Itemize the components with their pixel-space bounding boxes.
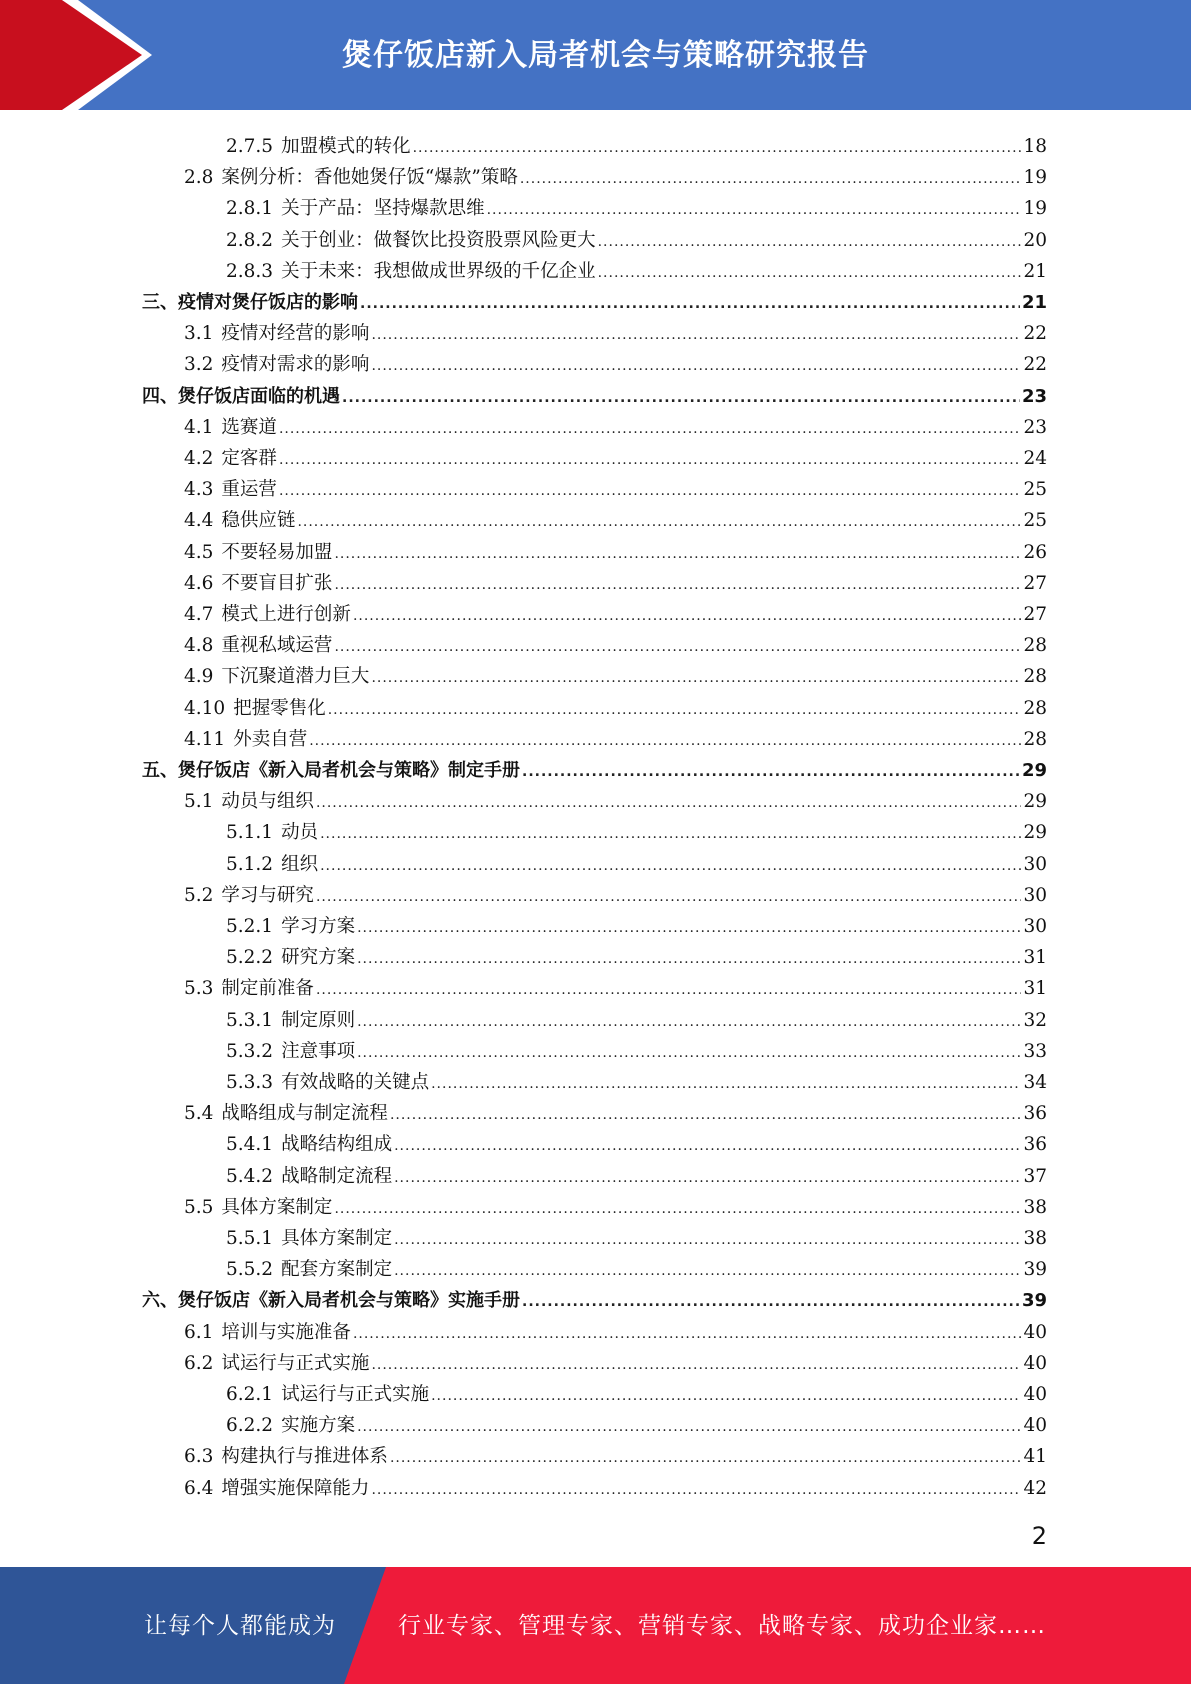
toc-entry-number: 4.1 <box>184 417 214 438</box>
toc-entry-text: 稳供应链 <box>221 510 296 531</box>
toc-dot-leader <box>357 1043 1021 1063</box>
toc-entry-page: 28 <box>1023 698 1047 719</box>
toc-entry-text: 煲仔饭店面临的机遇 <box>178 386 340 407</box>
toc-entry-label <box>184 1478 369 1500</box>
toc-entry-label <box>226 261 596 283</box>
toc-entry[interactable] <box>184 1188 1047 1219</box>
toc-entry-text: 战略制定流程 <box>281 1166 393 1187</box>
toc-entry-number: 5.3 <box>184 978 214 999</box>
toc-entry-text: 模式上进行创新 <box>221 604 351 625</box>
page-header <box>0 0 1191 110</box>
toc-dot-leader <box>279 481 1022 501</box>
toc-entry-number: 4.11 <box>184 729 226 750</box>
toc-entry-page: 30 <box>1023 854 1047 875</box>
toc-dot-leader <box>394 1168 1021 1188</box>
toc-dot-leader <box>371 668 1021 688</box>
toc-entry-text: 不要盲目扩张 <box>221 573 333 594</box>
toc-entry-page: 38 <box>1023 1228 1047 1249</box>
toc-entry-text: 把握零售化 <box>233 698 326 719</box>
toc-entry-label <box>184 323 369 345</box>
toc-dot-leader <box>353 1324 1022 1344</box>
toc-entry[interactable] <box>226 1406 1047 1437</box>
toc-entry-page: 31 <box>1023 978 1047 999</box>
toc-entry-number: 六、 <box>142 1290 178 1311</box>
toc-entry-label <box>184 698 326 720</box>
toc-entry[interactable] <box>226 907 1047 938</box>
toc-entry-label <box>184 573 332 595</box>
toc-entry-label <box>184 1103 388 1125</box>
toc-entry-number: 2.8 <box>184 167 214 188</box>
toc-entry[interactable] <box>184 720 1047 751</box>
toc-entry-text: 定客群 <box>221 448 277 469</box>
toc-entry-page: 42 <box>1023 1478 1047 1499</box>
toc-dot-leader <box>334 637 1021 657</box>
toc-entry[interactable] <box>226 127 1047 158</box>
toc-entry-label <box>142 386 340 408</box>
toc-entry-text: 构建执行与推进体系 <box>221 1446 388 1467</box>
page-footer <box>0 1567 1191 1684</box>
toc-entry-number: 6.2.2 <box>226 1415 274 1436</box>
toc-dot-leader <box>413 138 1022 158</box>
toc-entry[interactable] <box>184 314 1047 345</box>
toc-entry-label <box>226 1259 392 1281</box>
toc-entry-label <box>226 916 355 938</box>
toc-entry[interactable] <box>142 283 1047 314</box>
toc-entry[interactable] <box>184 969 1047 1000</box>
toc-dot-leader <box>394 1136 1021 1156</box>
toc-entry-text: 学习方案 <box>281 916 356 937</box>
toc-entry-text: 战略组成与制定流程 <box>221 1103 388 1124</box>
footer-slogan-left: 让每个人都能成为 <box>144 1613 336 1639</box>
toc-entry-label <box>142 292 358 314</box>
toc-dot-leader <box>431 1386 1021 1406</box>
toc-entry-number: 三、 <box>142 292 178 313</box>
toc-entry-number: 4.7 <box>184 604 214 625</box>
toc-entry-label <box>184 791 314 813</box>
toc-dot-leader <box>297 512 1021 532</box>
toc-entry-text: 战略结构组成 <box>281 1134 393 1155</box>
toc-entry-page: 33 <box>1023 1041 1047 1062</box>
toc-entry-label <box>226 1072 429 1094</box>
toc-dot-leader <box>394 1230 1021 1250</box>
toc-entry-label <box>226 822 318 844</box>
toc-entry[interactable] <box>184 533 1047 564</box>
toc-dot-leader <box>328 700 1022 720</box>
toc-entry-number: 5.4.1 <box>226 1134 274 1155</box>
toc-entry-label <box>184 604 351 626</box>
toc-entry[interactable] <box>226 1032 1047 1063</box>
toc-entry-label <box>184 1197 332 1219</box>
toc-entry[interactable] <box>184 1437 1047 1468</box>
toc-entry[interactable] <box>184 657 1047 688</box>
toc-entry-page: 30 <box>1023 916 1047 937</box>
toc-entry-label <box>184 666 369 688</box>
toc-entry-text: 加盟模式的转化 <box>281 136 411 157</box>
toc-entry-text: 具体方案制定 <box>221 1197 333 1218</box>
toc-entry-number: 4.9 <box>184 666 214 687</box>
toc-entry-number: 5.1.2 <box>226 854 274 875</box>
toc-dot-leader <box>357 918 1021 938</box>
toc-dot-leader <box>316 980 1022 1000</box>
toc-entry-number: 四、 <box>142 386 178 407</box>
toc-entry-number: 5.5.1 <box>226 1228 274 1249</box>
toc-entry-label <box>226 854 318 876</box>
toc-entry-number: 5.3.1 <box>226 1010 274 1031</box>
toc-entry-page: 29 <box>1021 760 1047 781</box>
toc-entry-page: 27 <box>1023 573 1047 594</box>
toc-entry-label <box>184 729 307 751</box>
toc-entry[interactable] <box>184 1469 1047 1500</box>
toc-entry-page: 39 <box>1021 1290 1047 1311</box>
toc-entry-label <box>184 885 314 907</box>
toc-entry-text: 关于创业：做餐饮比投资股票风险更大 <box>281 230 596 251</box>
toc-entry-number: 4.2 <box>184 448 214 469</box>
toc-entry-page: 27 <box>1023 604 1047 625</box>
toc-entry-number: 6.2.1 <box>226 1384 274 1405</box>
toc-dot-leader <box>334 544 1021 564</box>
toc-dot-leader <box>357 1012 1021 1032</box>
toc-entry-number: 2.8.1 <box>226 198 274 219</box>
toc-entry-page: 40 <box>1023 1384 1047 1405</box>
toc-entry-number: 5.1 <box>184 791 214 812</box>
toc-entry-text: 研究方案 <box>281 947 356 968</box>
toc-entry[interactable] <box>184 501 1047 532</box>
toc-dot-leader <box>371 1480 1021 1500</box>
toc-entry-number: 5.3.2 <box>226 1041 274 1062</box>
toc-entry[interactable] <box>184 470 1047 501</box>
footer-slogan-right: 行业专家、管理专家、营销专家、战略专家、成功企业家…… <box>398 1613 1046 1639</box>
toc-entry[interactable] <box>184 626 1047 657</box>
toc-entry-label <box>226 1384 429 1406</box>
toc-entry-text: 培训与实施准备 <box>221 1322 351 1343</box>
toc-dot-leader <box>309 731 1021 751</box>
toc-entry-page: 40 <box>1023 1415 1047 1436</box>
toc-entry-number: 2.8.3 <box>226 261 274 282</box>
toc-dot-leader <box>598 263 1022 283</box>
toc-dot-leader <box>316 793 1022 813</box>
toc-entry[interactable] <box>226 221 1047 252</box>
toc-entry-label <box>184 354 369 376</box>
toc-entry-label <box>226 1041 355 1063</box>
toc-dot-leader <box>520 169 1022 189</box>
toc-entry[interactable] <box>184 1344 1047 1375</box>
toc-entry-page: 38 <box>1023 1197 1047 1218</box>
toc-entry-text: 选赛道 <box>221 417 277 438</box>
toc-entry-text: 试运行与正式实施 <box>281 1384 430 1405</box>
toc-entry-page: 28 <box>1023 666 1047 687</box>
toc-entry-page: 41 <box>1023 1446 1047 1467</box>
toc-entry-label <box>226 1010 355 1032</box>
toc-entry-number: 5.2.1 <box>226 916 274 937</box>
toc-entry-number: 6.1 <box>184 1322 214 1343</box>
toc-entry-text: 有效战略的关键点 <box>281 1072 430 1093</box>
toc-entry-text: 制定原则 <box>281 1010 356 1031</box>
toc-entry-text: 注意事项 <box>281 1041 356 1062</box>
toc-entry-number: 5.4.2 <box>226 1166 274 1187</box>
toc-dot-leader <box>316 887 1022 907</box>
toc-entry-label <box>184 1446 388 1468</box>
toc-entry-number: 5.1.1 <box>226 822 274 843</box>
toc-dot-leader <box>320 856 1021 876</box>
toc-entry-page: 40 <box>1023 1353 1047 1374</box>
page-number: 2 <box>1031 1522 1047 1550</box>
toc-entry-text: 外卖自营 <box>233 729 308 750</box>
toc-entry-label <box>226 1228 392 1250</box>
toc-dot-leader <box>320 824 1021 844</box>
toc-entry[interactable] <box>226 813 1047 844</box>
toc-entry-label <box>226 230 596 252</box>
toc-entry-number: 3.2 <box>184 354 214 375</box>
toc-entry-label <box>184 479 277 501</box>
toc-entry[interactable] <box>226 252 1047 283</box>
toc-dot-leader <box>357 949 1021 969</box>
toc-entry-number: 6.2 <box>184 1353 214 1374</box>
toc-entry-text: 增强实施保障能力 <box>221 1478 370 1499</box>
toc-entry-page: 21 <box>1023 261 1047 282</box>
toc-entry-text: 疫情对需求的影响 <box>221 354 370 375</box>
toc-dot-leader <box>390 1105 1022 1125</box>
toc-entry[interactable] <box>184 408 1047 439</box>
toc-dot-leader <box>487 200 1022 220</box>
toc-entry-page: 36 <box>1023 1103 1047 1124</box>
toc-entry[interactable] <box>184 1094 1047 1125</box>
toc-entry-number: 5.4 <box>184 1103 214 1124</box>
toc-entry-label <box>226 1415 355 1437</box>
toc-entry-text: 下沉聚道潜力巨大 <box>221 666 370 687</box>
toc-entry-page: 22 <box>1023 354 1047 375</box>
toc-entry-text: 实施方案 <box>281 1415 356 1436</box>
toc-entry[interactable] <box>226 1375 1047 1406</box>
toc-entry-number: 4.3 <box>184 479 214 500</box>
toc-dot-leader <box>394 1261 1021 1281</box>
toc-entry-page: 29 <box>1023 791 1047 812</box>
toc-entry-number: 5.5 <box>184 1197 214 1218</box>
toc-dot-leader <box>279 419 1022 439</box>
toc-entry[interactable] <box>142 1281 1047 1312</box>
toc-entry[interactable] <box>226 1063 1047 1094</box>
toc-entry-text: 配套方案制定 <box>281 1259 393 1280</box>
toc-entry-page: 19 <box>1023 167 1047 188</box>
toc-entry-page: 21 <box>1021 292 1047 313</box>
toc-entry-number: 5.2 <box>184 885 214 906</box>
toc-entry[interactable] <box>142 377 1047 408</box>
toc-dot-leader <box>279 450 1022 470</box>
toc-entry[interactable] <box>184 1313 1047 1344</box>
toc-entry[interactable] <box>226 845 1047 876</box>
toc-entry-text: 关于产品：坚持爆款思维 <box>281 198 485 219</box>
toc-entry-page: 31 <box>1023 947 1047 968</box>
toc-entry-page: 39 <box>1023 1259 1047 1280</box>
toc-entry[interactable] <box>226 1250 1047 1281</box>
toc-entry-number: 5.5.2 <box>226 1259 274 1280</box>
toc-entry[interactable] <box>226 1001 1047 1032</box>
toc-dot-leader <box>334 1199 1021 1219</box>
toc-entry-label <box>184 542 332 564</box>
toc-dot-leader <box>598 232 1022 252</box>
toc-entry-page: 34 <box>1023 1072 1047 1093</box>
toc-entry[interactable] <box>226 1157 1047 1188</box>
toc-entry-page: 28 <box>1023 729 1047 750</box>
toc-dot-leader <box>431 1074 1021 1094</box>
toc-entry[interactable] <box>226 938 1047 969</box>
toc-entry-label <box>226 947 355 969</box>
toc-entry-text: 动员 <box>281 822 319 843</box>
toc-entry-label <box>226 198 485 220</box>
toc-entry-text: 煲仔饭店《新入局者机会与策略》制定手册 <box>178 760 520 781</box>
toc-entry-label <box>142 1290 520 1312</box>
toc-entry-text: 关于未来：我想做成世界级的千亿企业 <box>281 261 596 282</box>
toc-entry-page: 36 <box>1023 1134 1047 1155</box>
toc-dot-leader <box>371 1355 1021 1375</box>
toc-entry-number: 五、 <box>142 760 178 781</box>
toc-entry-number: 3.1 <box>184 323 214 344</box>
toc-entry-page: 23 <box>1023 417 1047 438</box>
toc-entry-number: 4.8 <box>184 635 214 656</box>
toc-dot-leader <box>353 606 1022 626</box>
toc-entry-label <box>184 635 332 657</box>
toc-entry-label <box>184 510 295 532</box>
toc-entry-number: 5.3.3 <box>226 1072 274 1093</box>
toc-entry-page: 20 <box>1023 230 1047 251</box>
toc-entry-label <box>226 1166 392 1188</box>
toc-entry-label <box>184 417 277 439</box>
toc-entry-text: 疫情对经营的影响 <box>221 323 370 344</box>
toc-entry[interactable] <box>184 345 1047 376</box>
toc-entry[interactable] <box>184 595 1047 626</box>
toc-entry-page: 24 <box>1023 448 1047 469</box>
toc-entry-page: 23 <box>1021 386 1047 407</box>
toc-entry-label <box>226 136 411 158</box>
toc-entry-label <box>184 1322 351 1344</box>
toc-entry-text: 具体方案制定 <box>281 1228 393 1249</box>
toc-entry[interactable] <box>184 564 1047 595</box>
toc-entry[interactable] <box>184 439 1047 470</box>
document-title: 煲仔饭店新入局者机会与策略研究报告 <box>342 38 869 73</box>
toc-entry-text: 疫情对煲仔饭店的影响 <box>178 292 358 313</box>
toc-entry-text: 案例分析：香他她煲仔饭“爆款”策略 <box>221 167 518 188</box>
toc-entry[interactable] <box>184 876 1047 907</box>
toc-entry-number: 4.10 <box>184 698 226 719</box>
toc-entry[interactable] <box>226 1219 1047 1250</box>
toc-entry-number: 4.5 <box>184 542 214 563</box>
toc-entry[interactable] <box>226 189 1047 220</box>
toc-entry-label <box>184 448 277 470</box>
toc-entry-text: 不要轻易加盟 <box>221 542 333 563</box>
toc-entry[interactable] <box>184 689 1047 720</box>
toc-entry-text: 动员与组织 <box>221 791 314 812</box>
toc-dot-leader <box>371 356 1021 376</box>
toc-dot-leader <box>334 575 1021 595</box>
toc-entry-number: 5.2.2 <box>226 947 274 968</box>
toc-entry-page: 32 <box>1023 1010 1047 1031</box>
toc-entry-number: 2.7.5 <box>226 136 274 157</box>
toc-dot-leader <box>522 762 1020 782</box>
toc-dot-leader <box>342 388 1020 408</box>
toc-dot-leader <box>360 294 1020 314</box>
toc-entry-page: 29 <box>1023 822 1047 843</box>
toc-entry-label <box>184 978 314 1000</box>
toc-entry-text: 学习与研究 <box>221 885 314 906</box>
toc-entry-label <box>184 167 518 189</box>
toc-dot-leader <box>371 325 1021 345</box>
toc-dot-leader <box>390 1448 1022 1468</box>
toc-entry-label <box>184 1353 369 1375</box>
toc-entry-page: 25 <box>1023 510 1047 531</box>
toc-entry-page: 26 <box>1023 542 1047 563</box>
toc-entry-text: 制定前准备 <box>221 978 314 999</box>
toc-entry-number: 6.4 <box>184 1478 214 1499</box>
toc-entry[interactable] <box>142 751 1047 782</box>
toc-entry-label <box>226 1134 392 1156</box>
toc-entry-text: 组织 <box>281 854 319 875</box>
toc-entry-page: 40 <box>1023 1322 1047 1343</box>
toc-entry-page: 18 <box>1023 136 1047 157</box>
toc-entry-number: 4.4 <box>184 510 214 531</box>
toc-entry-label <box>142 760 520 782</box>
toc-dot-leader <box>522 1292 1020 1312</box>
toc-entry-text: 重运营 <box>221 479 277 500</box>
toc-entry[interactable] <box>226 1125 1047 1156</box>
toc-entry-number: 4.6 <box>184 573 214 594</box>
toc-entry-text: 煲仔饭店《新入局者机会与策略》实施手册 <box>178 1290 520 1311</box>
toc-entry-page: 22 <box>1023 323 1047 344</box>
toc-entry-page: 25 <box>1023 479 1047 500</box>
toc-entry-text: 试运行与正式实施 <box>221 1353 370 1374</box>
toc-entry-number: 2.8.2 <box>226 230 274 251</box>
toc-entry-page: 28 <box>1023 635 1047 656</box>
toc-entry-page: 19 <box>1023 198 1047 219</box>
toc-entry[interactable] <box>184 782 1047 813</box>
toc-entry-number: 6.3 <box>184 1446 214 1467</box>
toc-entry-page: 37 <box>1023 1166 1047 1187</box>
toc-entry-text: 重视私域运营 <box>221 635 333 656</box>
toc-entry-page: 30 <box>1023 885 1047 906</box>
toc-entry[interactable] <box>184 158 1047 189</box>
toc-dot-leader <box>357 1417 1021 1437</box>
